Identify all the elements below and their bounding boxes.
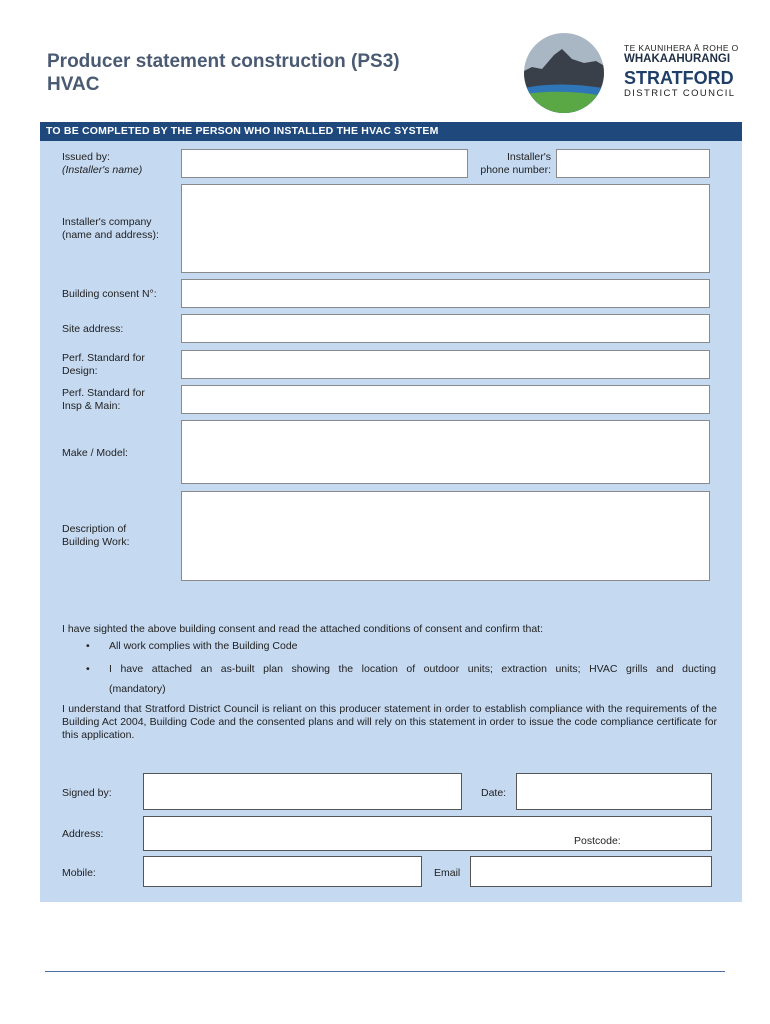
statement-understand: I understand that Stratford District Council is reliant on this producer statement in order to establish compliance with the requirements of the Building Act 2004, Building Code and the consented plans and will rely on this statement in order to issue the code compliance certificate for this application. [62,703,717,741]
form-header: TO BE COMPLETED BY THE PERSON WHO INSTALLED THE HVAC SYSTEM [40,122,742,141]
title-line-1: Producer statement construction (PS3) [47,51,400,72]
logo-line-3: STRATFORD [624,68,734,88]
email-label: Email [434,867,461,879]
mobile-label: Mobile: [62,867,96,879]
make-model-field[interactable] [181,420,710,484]
address-label: Address: [62,828,104,840]
installer-name-field[interactable] [181,149,468,178]
email-field[interactable] [470,856,712,887]
mobile-field[interactable] [143,856,422,887]
phone-label-line-2: phone number: [480,164,551,176]
logo-line-2: WHAKAAHURANGI [624,53,731,65]
perf-design-line-2: Design: [62,365,98,377]
issued-by-text: Issued by: [62,151,110,163]
phone-label [465,151,551,177]
issued-by-label [62,151,142,177]
perf-insp-line-2: Insp & Main: [62,400,121,412]
date-field[interactable] [516,773,712,810]
company-label-line-2: (name and address): [62,229,159,241]
perf-design-label [62,352,145,378]
perf-design-line-1: Perf. Standard for [62,352,145,364]
perf-insp-line-1: Perf. Standard for [62,387,145,399]
title-line-2: HVAC [47,74,100,95]
perf-insp-label [62,387,145,413]
logo-text [624,43,739,99]
postcode-label: Postcode: [574,835,621,847]
document-title [47,50,400,96]
description-label-line-1: Description of [62,523,127,535]
mountain-logo-icon [520,33,620,113]
statement-intro: I have sighted the above building consent and read the attached conditions of consent and confirm that: [62,623,543,635]
date-label: Date: [481,787,507,799]
description-field[interactable] [181,491,710,581]
company-label-line-1: Installer's company [62,216,152,228]
address-field[interactable] [143,816,712,851]
installer-phone-field[interactable] [556,149,710,178]
bullet-text-2-cont: (mandatory) [109,683,166,695]
company-label [62,216,159,242]
footer-divider [45,971,725,972]
bullet-text-2: I have attached an as-built plan showing the location of outdoor units; extraction units; HVAC grills and ducting [109,663,716,675]
site-address-field[interactable] [181,314,710,343]
phone-label-line-1: Installer's [506,151,551,163]
building-consent-field[interactable] [181,279,710,308]
logo-line-4: DISTRICT COUNCIL [624,88,736,99]
site-address-label: Site address: [62,323,124,335]
installer-company-field[interactable] [181,184,710,273]
signed-by-field[interactable] [143,773,462,810]
consent-label: Building consent N°: [62,288,157,300]
stratford-logo [520,33,739,113]
ps3-form [40,122,742,902]
bullet-text-1: All work complies with the Building Code [109,640,298,652]
bullet-icon: • [86,663,90,675]
signed-by-label: Signed by: [62,787,112,799]
description-label-line-2: Building Work: [62,536,130,548]
perf-standard-insp-field[interactable] [181,385,710,414]
issued-by-subtext: (Installer's name) [62,164,143,176]
make-model-label: Make / Model: [62,447,128,459]
description-label [62,523,130,549]
perf-standard-design-field[interactable] [181,350,710,379]
logo-line-1: TE KAUNIHERA Ā ROHE O [624,43,739,53]
bullet-icon: • [86,640,90,652]
